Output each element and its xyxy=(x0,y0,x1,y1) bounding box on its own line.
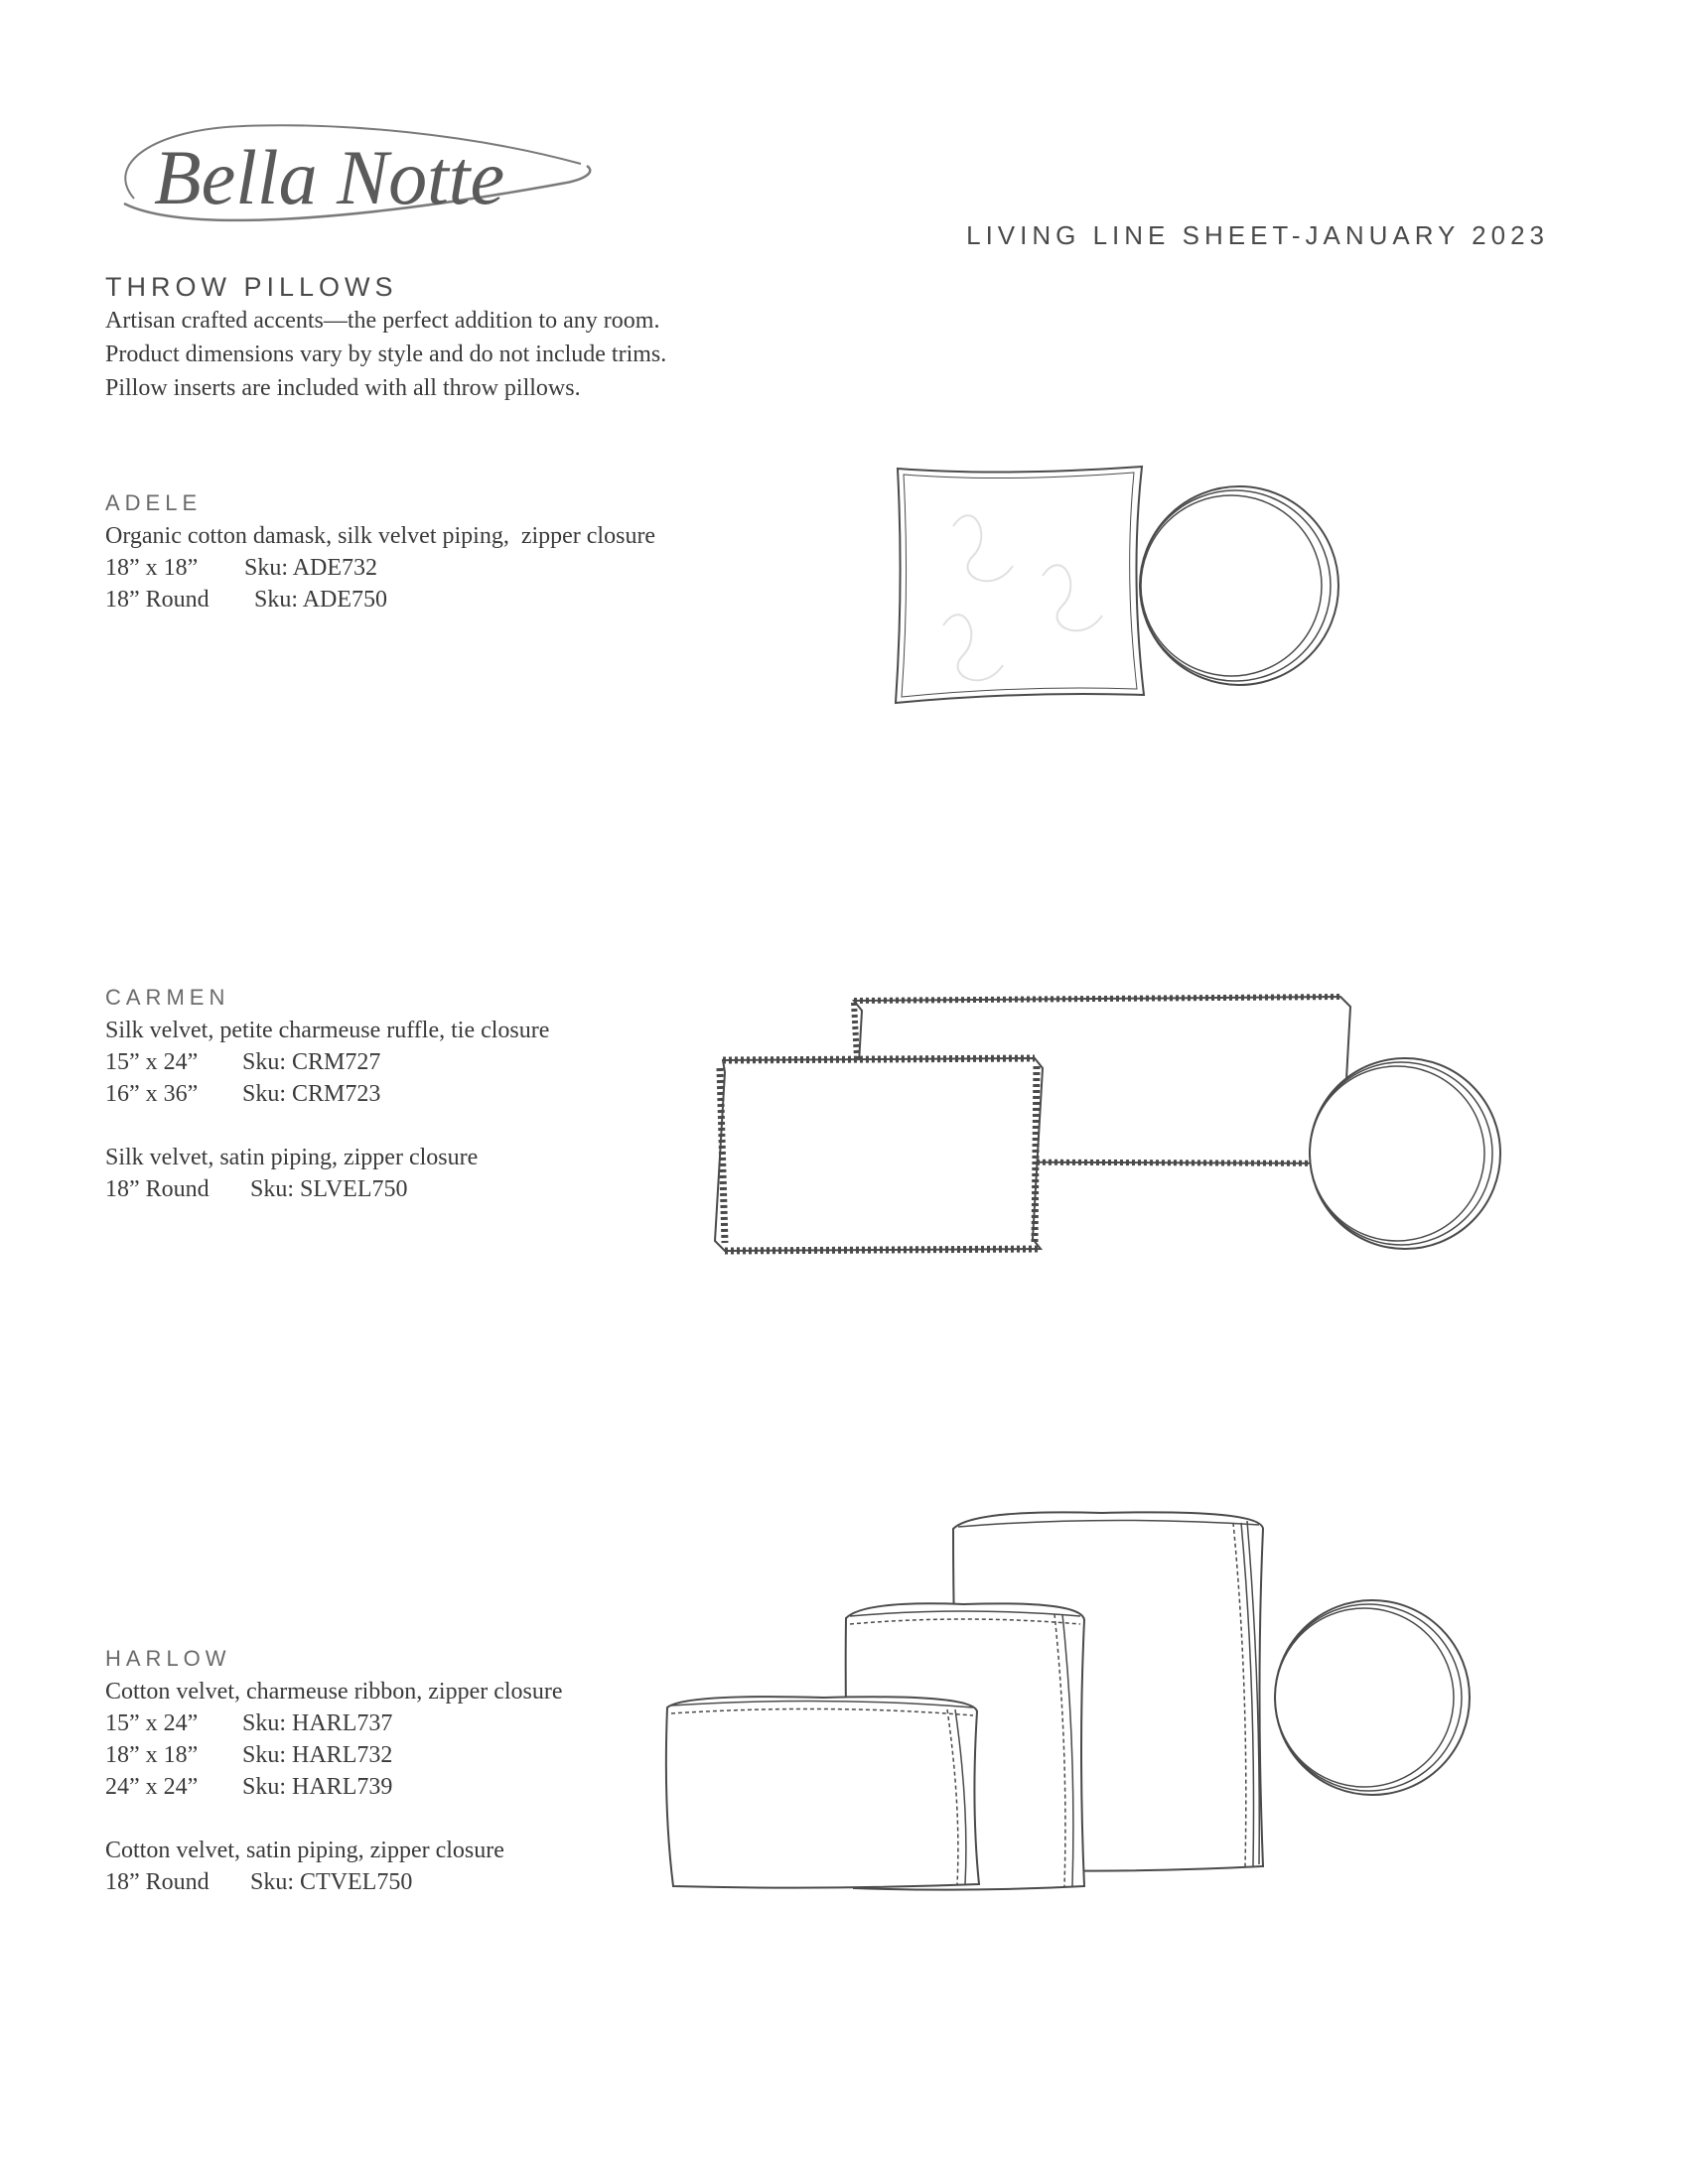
product-description: Cotton velvet, satin piping, zipper closure xyxy=(105,1838,504,1863)
sku-size: 18” Round xyxy=(105,587,210,613)
sku-size: 18” Round xyxy=(105,1176,210,1202)
intro-text xyxy=(105,304,666,405)
product-details-harlow xyxy=(105,1676,563,1898)
round-pillow-drawing xyxy=(1310,1058,1500,1249)
product-name-carmen: CARMEN xyxy=(105,985,230,1010)
adele-pillows-illustration xyxy=(884,457,1360,715)
sku-size: 18” x 18” xyxy=(105,1742,199,1768)
sku-row xyxy=(105,1173,549,1205)
product-description: Silk velvet, satin piping, zipper closure xyxy=(105,1145,479,1170)
intro-line: Pillow inserts are included with all throw pillows. xyxy=(105,375,581,401)
harlow-pillows-illustration xyxy=(645,1489,1519,1906)
sku-code: Sku: HARL737 xyxy=(242,1710,393,1736)
sku-size: 18” Round xyxy=(105,1869,210,1895)
spacer xyxy=(105,1110,549,1142)
sku-code: Sku: CRM727 xyxy=(242,1049,381,1075)
sku-code: Sku: HARL739 xyxy=(242,1774,393,1800)
sheet-title: LIVING LINE SHEET-JANUARY 2023 xyxy=(966,220,1549,250)
sku-row xyxy=(105,1046,549,1078)
spacer xyxy=(105,1803,563,1835)
sku-code: Sku: ADE750 xyxy=(254,587,388,613)
intro-line: Artisan crafted accents—the perfect addition to any room. xyxy=(105,308,660,334)
product-name-adele: ADELE xyxy=(105,490,203,515)
sku-size: 15” x 24” xyxy=(105,1049,199,1075)
intro-line: Product dimensions vary by style and do not include trims. xyxy=(105,341,667,367)
carmen-pillows-illustration xyxy=(705,983,1519,1261)
sku-row xyxy=(105,584,655,615)
sku-code: Sku: CRM723 xyxy=(242,1081,381,1107)
bella-notte-logo xyxy=(94,104,611,253)
sku-row xyxy=(105,1771,563,1803)
product-description: Cotton velvet, charmeuse ribbon, zipper closure xyxy=(105,1679,563,1705)
section-title: THROW PILLOWS xyxy=(105,272,398,302)
sku-code: Sku: CTVEL750 xyxy=(250,1869,413,1895)
round-pillow-drawing xyxy=(1275,1600,1470,1795)
product-details-carmen xyxy=(105,1015,549,1205)
sku-row xyxy=(105,1866,563,1898)
square-pillow-drawing xyxy=(896,467,1144,703)
sku-code: Sku: ADE732 xyxy=(244,555,378,581)
sku-size: 15” x 24” xyxy=(105,1710,199,1736)
sku-row xyxy=(105,1739,563,1771)
sku-code: Sku: SLVEL750 xyxy=(250,1176,408,1202)
sku-size: 24” x 24” xyxy=(105,1774,199,1800)
sku-size: 18” x 18” xyxy=(105,555,199,581)
rectangle-pillow-drawing xyxy=(666,1697,979,1887)
rectangle-pillow-drawing xyxy=(715,1058,1043,1251)
sku-size: 16” x 36” xyxy=(105,1081,199,1107)
sku-code: Sku: HARL732 xyxy=(242,1742,393,1768)
product-description: Organic cotton damask, silk velvet piping, zipper closure xyxy=(105,523,656,549)
product-name-harlow: HARLOW xyxy=(105,1646,231,1671)
damask-pattern xyxy=(943,515,1102,680)
sku-row xyxy=(105,552,655,584)
sku-row xyxy=(105,1078,549,1110)
product-details-adele xyxy=(105,520,655,615)
round-pillow-drawing xyxy=(1140,486,1338,685)
logo-wordmark: Bella Notte xyxy=(154,134,505,220)
product-description: Silk velvet, petite charmeuse ruffle, tie closure xyxy=(105,1018,550,1043)
sku-row xyxy=(105,1707,563,1739)
